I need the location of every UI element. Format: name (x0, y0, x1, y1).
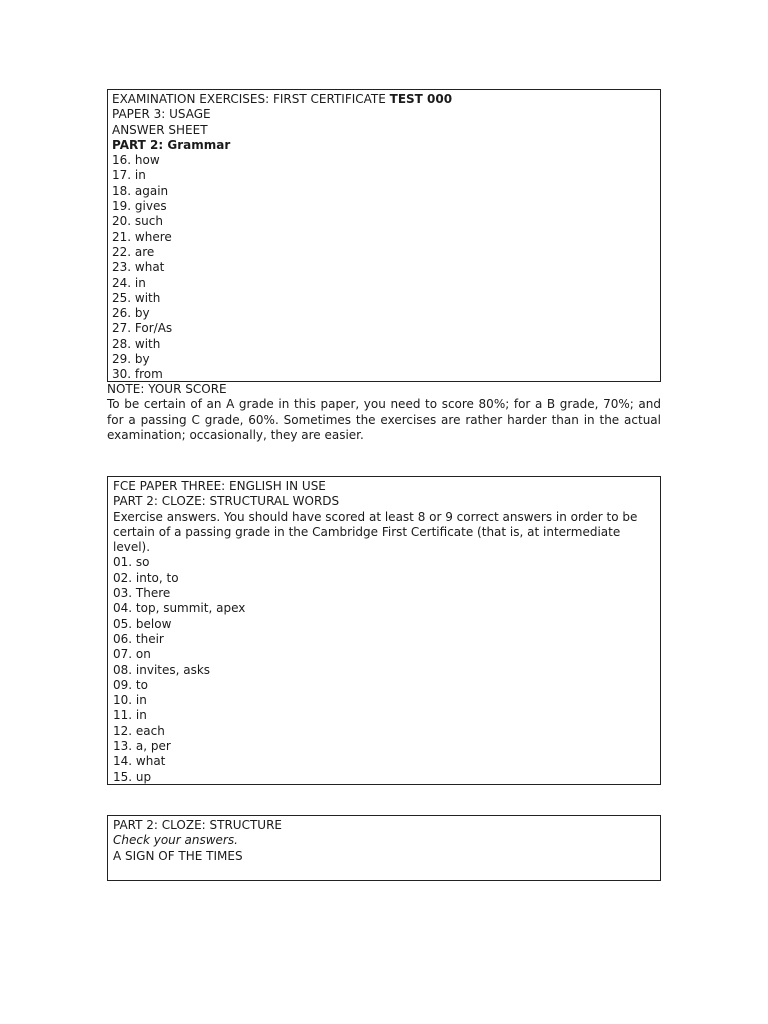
answer-item: 29. by (112, 352, 150, 367)
answer-box-structure (107, 815, 661, 881)
answer-item: 23. what (112, 260, 165, 275)
answer-item: 16. how (112, 153, 160, 168)
note-heading: NOTE: YOUR SCORE (107, 382, 227, 396)
answer-item: 21. where (112, 229, 172, 244)
score-note (107, 382, 661, 443)
exam-title-text: EXAMINATION EXERCISES: FIRST CERTIFICATE (112, 92, 390, 106)
instructions: Exercise answers. You should have scored at least 8 or 9 correct answers in order to be certain of a passing grade in the Cambridge First Certificate (that is, at intermediate level). (113, 509, 638, 555)
answer-item: 01. so (113, 555, 150, 570)
text-title: A SIGN OF THE TIMES (113, 848, 243, 863)
answer-item: 12. each (113, 723, 165, 738)
answer-item: 11. in (113, 708, 147, 723)
answer-list (113, 555, 656, 784)
answer-item: 15. up (113, 769, 152, 784)
note-body: To be certain of an A grade in this paper, you need to score 80%; for a B grade, 70%; and for a passing C grade, 60%. Sometimes the exercises are rather harder than in the actual examination; occasionally, they are easier. (107, 397, 661, 442)
answer-item: 03. There (113, 586, 171, 601)
answer-sheet-label: ANSWER SHEET (112, 122, 208, 137)
exam-title (112, 92, 656, 107)
answer-item: 18. again (112, 183, 169, 198)
answer-item: 26. by (112, 306, 150, 321)
part-heading: PART 2: Grammar (112, 137, 231, 152)
answer-item: 20. such (112, 214, 163, 229)
test-number: TEST 000 (389, 92, 453, 106)
answer-item: 10. in (113, 693, 147, 708)
answer-item: 30. from (112, 367, 163, 382)
answer-item: 07. on (113, 647, 151, 662)
answer-item: 09. to (113, 677, 148, 692)
answer-item: 08. invites, asks (113, 662, 211, 677)
part-heading: PART 2: CLOZE: STRUCTURE (113, 818, 283, 832)
answer-item: 24. in (112, 275, 146, 290)
paper-title: FCE PAPER THREE: ENGLISH IN USE (113, 479, 326, 493)
answer-item: 14. what (113, 754, 166, 769)
answer-list (112, 153, 656, 382)
answer-item: 27. For/As (112, 321, 173, 336)
answer-item: 05. below (113, 616, 172, 631)
answer-item: 17. in (112, 168, 146, 183)
answer-item: 13. a, per (113, 739, 171, 754)
part-heading: PART 2: CLOZE: STRUCTURAL WORDS (113, 494, 340, 509)
answer-box-cloze (107, 476, 661, 785)
answer-item: 02. into, to (113, 570, 179, 585)
answer-item: 22. are (112, 244, 155, 259)
answer-item: 06. their (113, 631, 164, 646)
answer-box-grammar (107, 89, 661, 382)
answer-item: 25. with (112, 290, 161, 305)
answer-item: 19. gives (112, 199, 167, 214)
answer-item: 28. with (112, 336, 161, 351)
paper-label: PAPER 3: USAGE (112, 107, 211, 122)
answer-item: 04. top, summit, apex (113, 601, 246, 616)
instruction: Check your answers. (113, 833, 238, 848)
